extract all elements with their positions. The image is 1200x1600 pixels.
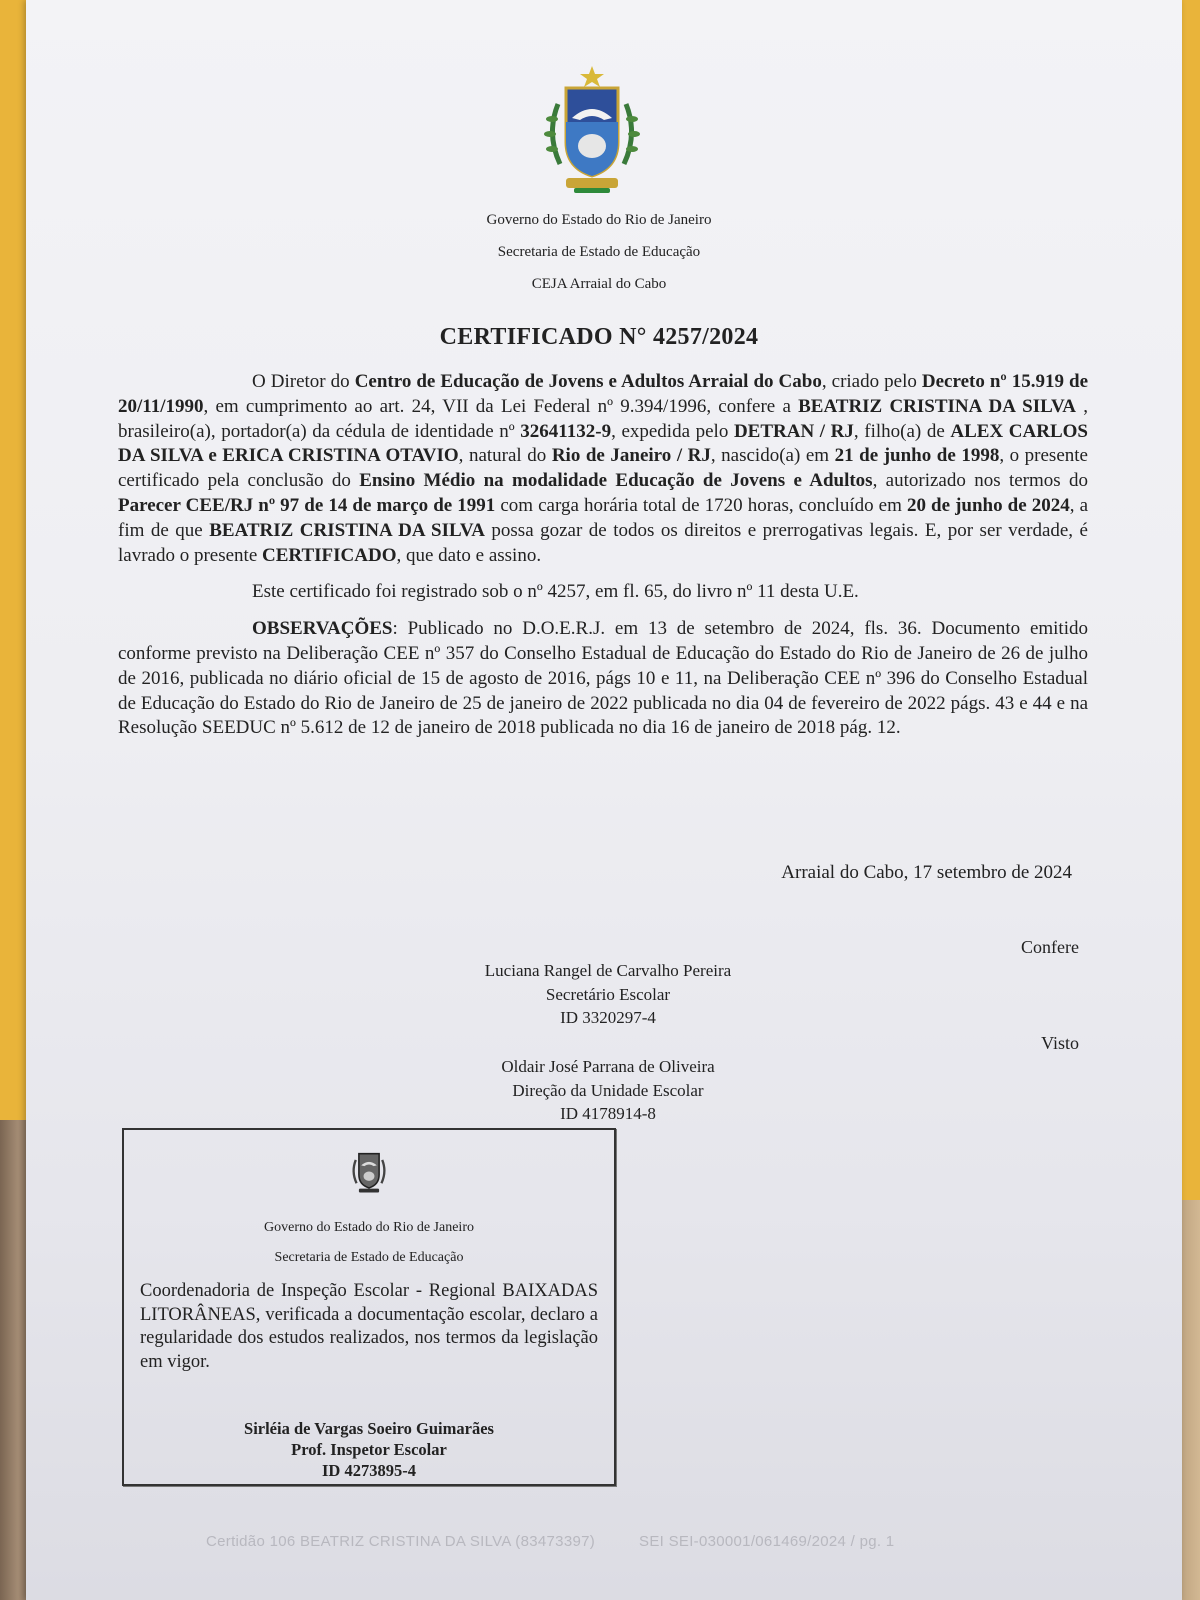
footer-certificate-ref: Certidão 106 BEATRIZ CRISTINA DA SILVA (83473397) bbox=[206, 1533, 596, 1550]
emphasized-text: Decreto nº 15.919 de 20/11/1990 bbox=[118, 371, 1089, 417]
emphasized-text: Ensino Médio na modalidade Educação de Jovens e Adultos bbox=[359, 470, 873, 492]
emphasized-text: Parecer CEE/RJ nº 97 de 14 de março de 1991 bbox=[118, 494, 496, 516]
paragraph-text: , o presente certificado pela conclusão do bbox=[118, 445, 1088, 492]
paragraph-text: possa gozar de todos os direitos e prerrogativas legais. E, por ser verdade, é lavrado o presente bbox=[118, 519, 1088, 566]
coat-of-arms-icon bbox=[348, 1144, 390, 1196]
paragraph-text: O Diretor do bbox=[252, 371, 355, 392]
signatory-director bbox=[26, 1055, 1190, 1126]
emphasized-text: 20 de junho de 2024 bbox=[906, 494, 1070, 516]
stamp-header-government: Governo do Estado do Rio de Janeiro bbox=[264, 1220, 474, 1235]
emphasized-text: BEATRIZ CRISTINA DA SILVA bbox=[798, 395, 1077, 417]
paragraph-text: com carga horária total de 1720 horas, concluído em bbox=[495, 494, 907, 516]
header-line-government: Governo do Estado do Rio de Janeiro bbox=[486, 212, 712, 228]
paragraph-text: , brasileiro(a), portador(a) da cédula de identidade nº bbox=[118, 395, 1088, 442]
certificate-body bbox=[118, 370, 1088, 741]
paragraph-text: , natural do bbox=[458, 445, 552, 467]
main-paragraph bbox=[118, 370, 1088, 568]
emphasized-text: Rio de Janeiro / RJ bbox=[551, 445, 711, 467]
signatory-role: Secretário Escolar bbox=[545, 984, 671, 1004]
observations-label: OBSERVAÇÕES bbox=[252, 618, 393, 640]
emphasized-text: 32641132-9 bbox=[520, 420, 612, 442]
header-line-secretariat: Secretaria de Estado de Educação bbox=[497, 244, 701, 260]
issue-date: Arraial do Cabo, 17 setembro de 2024 bbox=[781, 862, 1072, 883]
header-line-school: CEJA Arraial do Cabo bbox=[531, 276, 667, 292]
signatory-name: Oldair José Parrana de Oliveira bbox=[501, 1057, 715, 1076]
emphasized-text: Centro de Educação de Jovens e Adultos Arraial do Cabo bbox=[354, 371, 822, 392]
emphasized-text: CERTIFICADO bbox=[262, 544, 397, 566]
stamp-text: Coordenadoria de Inspeção Escolar - Regional BAIXADAS LITORÂNEAS, verificada a documentação escolar, declaro a regularidade dos estudos realizados, nos termos da legislação em vigor. bbox=[140, 1281, 598, 1372]
document-footer bbox=[206, 1533, 938, 1550]
emphasized-text: 21 de junho de 1998 bbox=[834, 445, 1000, 467]
paragraph-text: , que dato e assino. bbox=[396, 544, 542, 566]
emphasized-text: ALEX CARLOS DA SILVA e ERICA CRISTINA OTAVIO bbox=[118, 420, 1088, 467]
paragraph-text: , expedida pelo bbox=[611, 420, 734, 442]
stamp-signatory-name: Sirléia de Vargas Soeiro Guimarães bbox=[244, 1419, 494, 1438]
emphasized-text: DETRAN / RJ bbox=[733, 420, 854, 442]
paragraph-text: , autorizado nos termos do bbox=[872, 470, 1088, 492]
paragraph-text: , a fim de que bbox=[118, 494, 1088, 541]
coat-of-arms-icon bbox=[538, 64, 646, 196]
registration-paragraph: Este certificado foi registrado sob o nº 4257, em fl. 65, do livro nº 11 desta U.E. bbox=[252, 581, 859, 603]
stamp-signatory bbox=[124, 1418, 614, 1481]
paragraph-text: , filho(a) de bbox=[853, 420, 951, 442]
emphasized-text: BEATRIZ CRISTINA DA SILVA bbox=[209, 519, 485, 541]
observations-text: : Publicado no D.O.E.R.J. em 13 de setembro de 2024, fls. 36. Documento emitido conforme previsto na Deliberação CEE nº 357 do Conselho Estadual de Educação do Estado do Rio de Janeiro de 26 de julho de 2016, publicada no diário oficial de 15 de agosto de 2016, págs 10 e 11, na Deliberação CEE nº 396 do Conselho Estadual de Educação do Estado do Rio de Janeiro de 25 de janeiro de 2022 publicada no dia 04 de fevereiro de 2022 págs. 43 e 44 e na Resolução SEEDUC nº 5.612 de 12 de janeiro de 2018 publicada no dia 16 de janeiro de 2018 pág. 12. bbox=[118, 618, 1088, 739]
signatory-secretary bbox=[26, 959, 1190, 1030]
visto-label: Visto bbox=[1041, 1033, 1079, 1053]
paragraph-text: , criado pelo bbox=[821, 371, 922, 392]
confere-label: Confere bbox=[1021, 937, 1079, 957]
signatory-id: ID 4178914-8 bbox=[560, 1104, 656, 1123]
stamp-header-secretariat: Secretaria de Estado de Educação bbox=[274, 1250, 464, 1265]
observations-paragraph bbox=[118, 617, 1088, 741]
signatory-role: Direção da Unidade Escolar bbox=[512, 1080, 704, 1100]
paragraph-text: , nascido(a) em bbox=[710, 445, 835, 467]
certificate-page bbox=[26, 0, 1182, 1600]
signatory-name: Luciana Rangel de Carvalho Pereira bbox=[484, 961, 732, 980]
certificate-title: CERTIFICADO N° 4257/2024 bbox=[439, 324, 759, 350]
footer-sei-ref: SEI SEI-030001/061469/2024 / pg. 1 bbox=[639, 1533, 895, 1550]
inspection-stamp bbox=[122, 1128, 616, 1486]
stamp-signatory-id: ID 4273895-4 bbox=[322, 1461, 416, 1480]
signatory-id: ID 3320297-4 bbox=[560, 1008, 656, 1027]
paragraph-text: , em cumprimento ao art. 24, VII da Lei Federal nº 9.394/1996, confere a bbox=[203, 395, 799, 417]
stamp-signatory-role: Prof. Inspetor Escolar bbox=[291, 1440, 447, 1459]
